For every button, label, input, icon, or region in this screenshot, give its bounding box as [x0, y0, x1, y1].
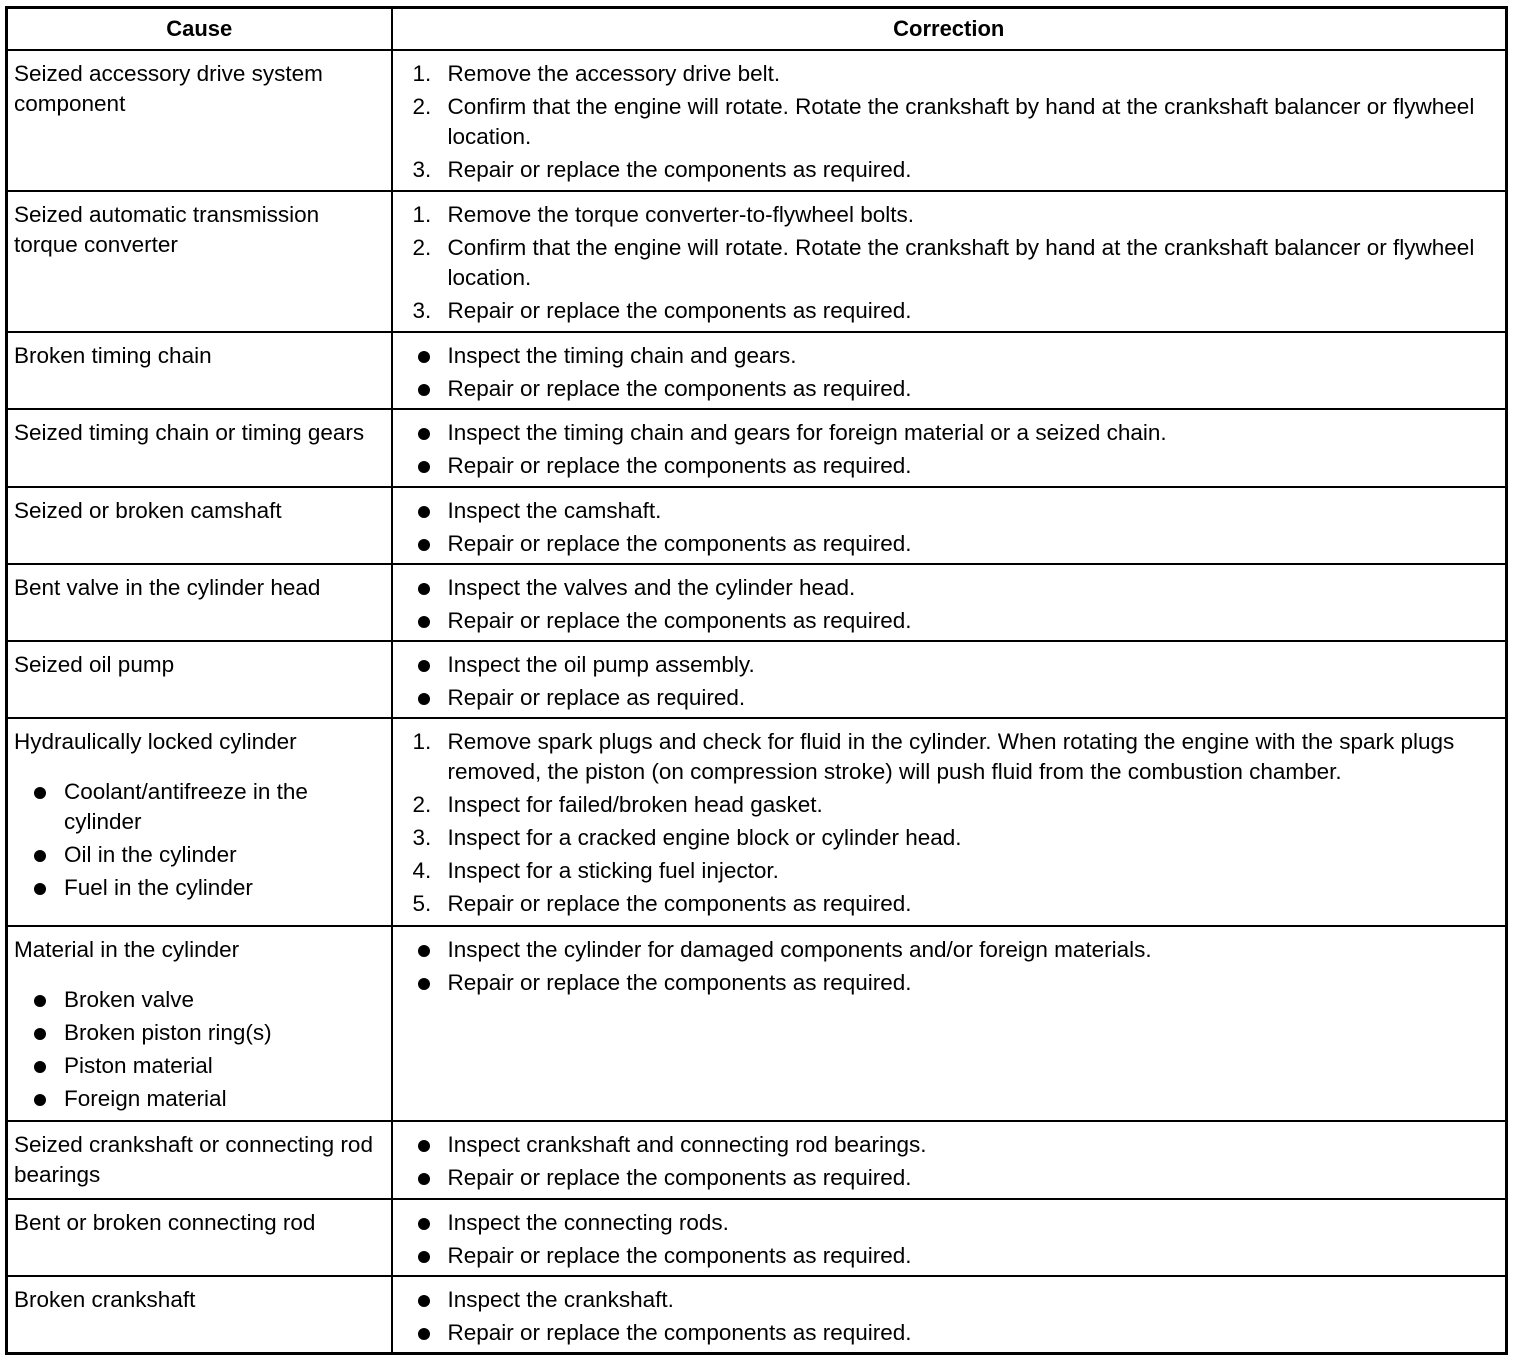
correction-cell [392, 1276, 1507, 1354]
correction-cell [392, 641, 1507, 718]
correction-item [413, 341, 1498, 371]
cause-text: Broken timing chain [14, 343, 212, 369]
correction-text: Inspect the timing chain and gears. [447, 343, 797, 369]
step-number: 2. [412, 94, 432, 119]
correction-text: Inspect for a sticking fuel injector. [447, 858, 779, 884]
cause-text: Seized or broken camshaft [14, 497, 282, 523]
correction-item [413, 650, 1498, 680]
correction-bullet-list [413, 1208, 1498, 1271]
table-row [7, 1199, 1507, 1276]
correction-bullet-list [413, 496, 1498, 559]
correction-text: Inspect for a cracked engine block or cylinder head. [447, 825, 962, 851]
correction-item [413, 59, 1498, 89]
correction-item [413, 155, 1498, 185]
cause-cell [7, 409, 392, 486]
table-row [7, 564, 1507, 641]
correction-bullet-list [413, 573, 1498, 636]
correction-bullet-list [413, 935, 1498, 998]
cause-sub-item: Broken valve [14, 985, 385, 1015]
correction-text: Repair or replace the components as required. [447, 530, 912, 556]
cause-text: Seized timing chain or timing gears [14, 420, 365, 446]
cause-text: Seized automatic transmission torque converter [14, 202, 320, 258]
correction-text: Inspect the cylinder for damaged components and/or foreign materials. [447, 937, 1152, 963]
table-body [7, 50, 1507, 1354]
correction-text: Repair or replace the components as required. [447, 1165, 912, 1191]
table-row [7, 50, 1507, 191]
correction-item [413, 496, 1498, 526]
step-number: 3. [412, 298, 432, 324]
correction-text: Repair or replace as required. [447, 685, 746, 710]
correction-text: Remove the accessory drive belt. [447, 61, 781, 86]
correction-text: Repair or replace the components as required. [447, 157, 912, 182]
cause-text: Hydraulically locked cylinder [14, 729, 297, 755]
correction-step-list [413, 727, 1498, 919]
correction-column-header: Correction [392, 8, 1507, 51]
cause-cell [7, 191, 392, 332]
correction-cell [392, 1199, 1507, 1276]
cause-sub-list [14, 777, 385, 903]
header-row [7, 8, 1507, 51]
cause-correction-table [5, 6, 1508, 1355]
correction-bullet-list [413, 1285, 1498, 1348]
correction-cell [392, 487, 1507, 564]
correction-bullet-list [413, 418, 1498, 481]
correction-text: Confirm that the engine will rotate. Rotate the crankshaft by hand at the crankshaft balancer or flywheel location. [447, 235, 1475, 291]
cause-sub-item: Piston material [14, 1051, 385, 1081]
table-row [7, 926, 1507, 1121]
table-row [7, 409, 1507, 486]
correction-cell [392, 926, 1507, 1121]
cause-sub-item: Foreign material [14, 1084, 385, 1114]
cause-cell [7, 332, 392, 409]
step-number: 3. [412, 157, 432, 182]
cause-cell [7, 1199, 392, 1276]
cause-cell [7, 564, 392, 641]
correction-text: Repair or replace the components as required. [447, 891, 912, 917]
correction-text: Remove spark plugs and check for fluid in the cylinder. When rotating the engine with the spark plugs removed, the piston (on compression stroke) will push fluid from the combustion chamber. [447, 729, 1455, 785]
cause-cell [7, 926, 392, 1121]
correction-item [413, 683, 1498, 713]
correction-item [413, 374, 1498, 404]
cause-text: Material in the cylinder [14, 937, 240, 963]
cause-text: Broken crankshaft [14, 1286, 196, 1312]
correction-item [413, 935, 1498, 965]
correction-item [413, 889, 1498, 919]
cause-text: Seized accessory drive system component [14, 61, 323, 116]
correction-step-list [413, 200, 1498, 326]
correction-text: Repair or replace the components as required. [447, 453, 912, 479]
cause-text: Bent or broken connecting rod [14, 1209, 316, 1235]
correction-text: Inspect the camshaft. [447, 497, 662, 523]
step-number: 2. [412, 792, 432, 818]
correction-cell [392, 50, 1507, 191]
correction-bullet-list [413, 1130, 1498, 1193]
correction-item [413, 1285, 1498, 1315]
correction-cell [392, 332, 1507, 409]
correction-text: Inspect the crankshaft. [447, 1286, 674, 1312]
correction-item [413, 606, 1498, 636]
correction-text: Repair or replace the components as required. [447, 298, 912, 324]
correction-text: Inspect crankshaft and connecting rod bearings. [447, 1132, 927, 1158]
cause-sub-item: Coolant/antifreeze in the cylinder [14, 777, 385, 837]
table-row [7, 1121, 1507, 1198]
step-number: 3. [412, 825, 432, 851]
correction-text: Repair or replace the components as required. [447, 1319, 912, 1345]
cause-cell [7, 1276, 392, 1354]
table-row [7, 1276, 1507, 1354]
correction-item [413, 856, 1498, 886]
correction-text: Repair or replace the components as required. [447, 607, 912, 633]
step-number: 4. [412, 858, 432, 884]
cause-text: Seized crankshaft or connecting rod bearings [14, 1132, 373, 1188]
cause-sub-item: Broken piston ring(s) [14, 1018, 385, 1048]
cause-cell [7, 641, 392, 718]
table-row [7, 641, 1507, 718]
correction-item [413, 451, 1498, 481]
cause-sub-list [14, 985, 385, 1114]
correction-text: Repair or replace the components as required. [447, 1242, 912, 1268]
correction-item [413, 727, 1498, 787]
correction-item [413, 296, 1498, 326]
correction-item [413, 573, 1498, 603]
correction-cell [392, 409, 1507, 486]
correction-item [413, 823, 1498, 853]
cause-sub-item: Fuel in the cylinder [14, 873, 385, 903]
correction-cell [392, 718, 1507, 926]
correction-cell [392, 1121, 1507, 1198]
correction-item [413, 968, 1498, 998]
correction-item [413, 92, 1498, 152]
cause-text: Bent valve in the cylinder head [14, 574, 321, 600]
correction-text: Remove the torque converter-to-flywheel bolts. [447, 202, 914, 228]
correction-step-list [413, 59, 1498, 185]
correction-item [413, 1130, 1498, 1160]
correction-item [413, 418, 1498, 448]
cause-cell [7, 487, 392, 564]
table-row [7, 332, 1507, 409]
cause-cell [7, 1121, 392, 1198]
correction-item [413, 790, 1498, 820]
table-row [7, 718, 1507, 926]
correction-text: Inspect the timing chain and gears for foreign material or a seized chain. [447, 420, 1167, 446]
correction-text: Inspect the connecting rods. [447, 1209, 729, 1235]
cause-cell [7, 718, 392, 926]
correction-item [413, 233, 1498, 293]
step-number: 2. [412, 235, 432, 261]
correction-cell [392, 191, 1507, 332]
correction-item [413, 1163, 1498, 1193]
correction-cell [392, 564, 1507, 641]
step-number: 1. [412, 61, 432, 86]
cause-cell [7, 50, 392, 191]
correction-item [413, 1241, 1498, 1271]
correction-text: Inspect the valves and the cylinder head. [447, 574, 856, 600]
cause-sub-item: Oil in the cylinder [14, 840, 385, 870]
correction-bullet-list [413, 341, 1498, 404]
cause-column-header: Cause [7, 8, 392, 51]
correction-item [413, 1318, 1498, 1348]
cause-text: Seized oil pump [14, 652, 175, 677]
step-number: 1. [412, 729, 432, 755]
correction-text: Inspect the oil pump assembly. [447, 652, 755, 677]
correction-item [413, 529, 1498, 559]
table-row [7, 487, 1507, 564]
step-number: 1. [412, 202, 432, 228]
table-row [7, 191, 1507, 332]
correction-bullet-list [413, 650, 1498, 713]
correction-text: Inspect for failed/broken head gasket. [447, 792, 823, 818]
correction-text: Confirm that the engine will rotate. Rotate the crankshaft by hand at the crankshaft balancer or flywheel location. [447, 94, 1475, 149]
step-number: 5. [412, 891, 432, 917]
correction-item [413, 1208, 1498, 1238]
correction-item [413, 200, 1498, 230]
correction-text: Repair or replace the components as required. [447, 376, 912, 402]
correction-text: Repair or replace the components as required. [447, 970, 912, 996]
